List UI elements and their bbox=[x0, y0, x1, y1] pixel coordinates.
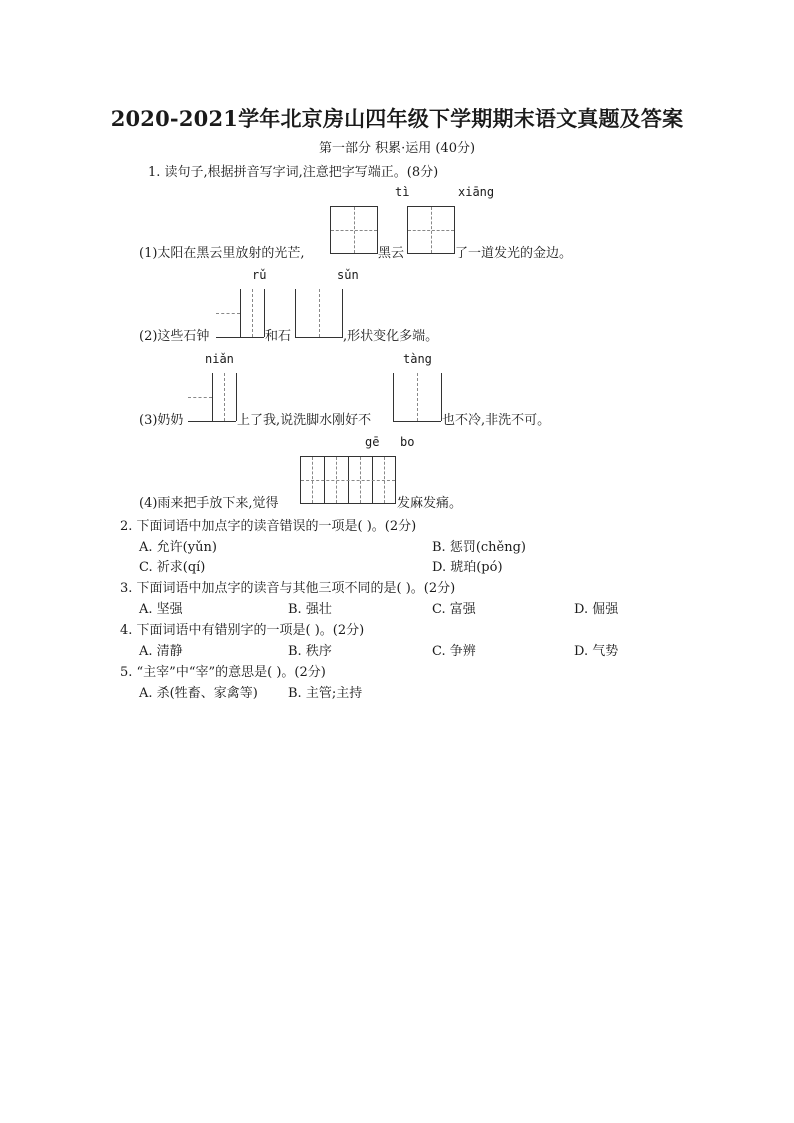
pinyin-sun: sǔn bbox=[337, 268, 359, 282]
question-2-stem: 2. 下面词语中加点字的读音错误的一项是( )。(2分) bbox=[120, 519, 417, 534]
sentence-3-post: 也不冷,非洗不可。 bbox=[442, 413, 551, 428]
sentence-1-pre: (1)太阳在黑云里放射的光芒, bbox=[139, 246, 305, 261]
q5-option-b[interactable]: B. 主管;主持 bbox=[288, 686, 363, 701]
question-5-stem: 5. “主宰”中“宰”的意思是( )。(2分) bbox=[120, 665, 326, 680]
q2-option-b[interactable]: B. 惩罚(chěng) bbox=[432, 540, 527, 555]
answer-grid-4[interactable] bbox=[300, 456, 396, 504]
q2-option-a[interactable]: A. 允许(yǔn) bbox=[139, 540, 217, 555]
q2-option-d[interactable]: D. 琥珀(pó) bbox=[432, 560, 503, 575]
sentence-4-pre: (4)雨来把手放下来,觉得 bbox=[139, 496, 279, 511]
q4-option-b[interactable]: B. 秩序 bbox=[288, 644, 332, 659]
sentence-2-post: ,形状变化多端。 bbox=[343, 329, 439, 344]
q2-option-c[interactable]: C. 祈求(qí) bbox=[139, 560, 206, 575]
q3-option-d[interactable]: D. 倔强 bbox=[574, 602, 619, 617]
sentence-3-pre: (3)奶奶 bbox=[139, 413, 184, 428]
pinyin-nian: niǎn bbox=[205, 352, 234, 366]
question-1-stem: 1. 读句子,根据拼音写字词,注意把字写端正。(8分) bbox=[148, 165, 439, 180]
sentence-2-mid: 和石 bbox=[265, 329, 292, 344]
pinyin-ti: tì bbox=[395, 185, 410, 199]
pinyin-ge: gē bbox=[365, 435, 380, 449]
sentence-1-mid: 黑云 bbox=[378, 246, 405, 261]
q4-option-d[interactable]: D. 气势 bbox=[574, 644, 619, 659]
answer-grid-1b[interactable] bbox=[407, 206, 455, 254]
pinyin-ru: rǔ bbox=[252, 268, 267, 282]
pinyin-xiang: xiāng bbox=[458, 185, 495, 199]
question-3-stem: 3. 下面词语中加点字的读音与其他三项不同的是( )。(2分) bbox=[120, 581, 456, 596]
q4-option-c[interactable]: C. 争辨 bbox=[432, 644, 476, 659]
q3-option-c[interactable]: C. 富强 bbox=[432, 602, 476, 617]
q5-option-a[interactable]: A. 杀(牲畜、家禽等) bbox=[139, 686, 258, 701]
answer-grid-1a[interactable] bbox=[330, 206, 378, 254]
section-heading: 第一部分 积累·运用 (40分) bbox=[318, 141, 476, 156]
q3-option-b[interactable]: B. 强壮 bbox=[288, 602, 332, 617]
pinyin-bo: bo bbox=[400, 435, 415, 449]
pinyin-tang: tàng bbox=[403, 352, 432, 366]
sentence-1-post: 了一道发光的金边。 bbox=[455, 246, 573, 261]
sentence-2-pre: (2)这些石钟 bbox=[139, 329, 210, 344]
q3-option-a[interactable]: A. 坚强 bbox=[139, 602, 183, 617]
question-4-stem: 4. 下面词语中有错别字的一项是( )。(2分) bbox=[120, 623, 365, 638]
sentence-4-post: 发麻发痛。 bbox=[397, 496, 463, 511]
sentence-3-mid: 上了我,说洗脚水刚好不 bbox=[237, 413, 372, 428]
page-title: 2020-2021学年北京房山四年级下学期期末语文真题及答案 bbox=[110, 106, 684, 131]
q4-option-a[interactable]: A. 清静 bbox=[139, 644, 183, 659]
